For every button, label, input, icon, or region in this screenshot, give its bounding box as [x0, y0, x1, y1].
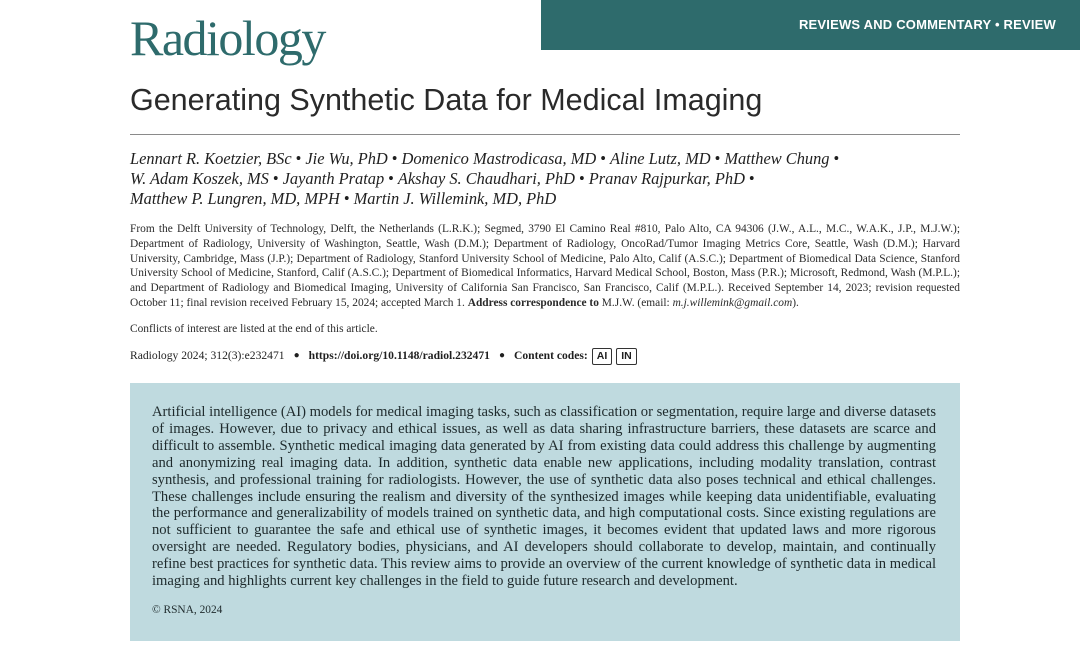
author-name[interactable]: Jayanth Pratap	[282, 169, 385, 188]
bullet-separator: •	[714, 149, 721, 168]
author-list	[130, 149, 970, 209]
correspondence-text: M.J.W. (email:	[601, 296, 670, 309]
conflicts-note: Conflicts of interest are listed at the end of this article.	[130, 323, 378, 335]
author-name[interactable]: Matthew Chung	[724, 149, 830, 168]
bullet-separator: •	[272, 169, 279, 188]
content-code-in-badge[interactable]: IN	[616, 348, 637, 365]
author-name[interactable]: Pranav Rajpurkar, PhD	[588, 169, 745, 188]
section-banner	[541, 0, 1080, 50]
abstract-box	[130, 383, 960, 641]
author-name[interactable]: Aline Lutz, MD	[609, 149, 711, 168]
author-line	[130, 149, 970, 169]
title-divider	[130, 134, 960, 135]
correspondence-end: ).	[792, 296, 799, 309]
bullet-separator: •	[579, 169, 585, 188]
bullet-separator: ●	[293, 350, 300, 361]
article-title: Generating Synthetic Data for Medical Imaging	[130, 83, 763, 117]
doi-link[interactable]: https://doi.org/10.1148/radiol.232471	[308, 349, 490, 362]
author-line	[130, 169, 970, 189]
author-name[interactable]: W. Adam Koszek, MS	[130, 169, 269, 188]
author-name[interactable]: Domenico Mastrodicasa, MD	[401, 149, 597, 168]
bullet-separator: •	[343, 189, 350, 208]
author-name[interactable]: Jie Wu, PhD	[305, 149, 388, 168]
author-name[interactable]: Lennart R. Koetzier, BSc	[130, 149, 292, 168]
abstract-text: Artificial intelligence (AI) models for medical imaging tasks, such as classification or segmentation, require large and diverse datasets of images. However, due to privacy and ethical issues, as well as data sharing infrastructure barriers, these datasets are scarce and difficult to assemble. Synthetic medical imaging data generated by AI from existing data could address this challenge by augmenting and anonymizing real imaging data. In addition, synthetic data enable new applications, including modality translation, contrast synthesis, and professional training for radiologists. However, the use of synthetic data also poses technical and ethical challenges. These challenges include ensuring the realism and diversity of the synthesized images while keeping data unidentifiable, evaluating the performance and generalizability of models trained on synthetic data, and high computational costs. Since existing regulations are not sufficient to guarantee the safe and ethical use of synthetic images, it becomes evident that updated laws and more rigorous oversight are needed. Regulatory bodies, physicians, and AI developers should collaborate to develop, maintain, and continually refine best practices for synthetic data. This review aims to provide an overview of the current knowledge of synthetic data in medical imaging and highlights current key challenges in the field to guide future research and development.	[152, 404, 936, 590]
bullet-separator: •	[391, 149, 398, 168]
bullet-separator: •	[748, 169, 755, 188]
bullet-separator: ●	[498, 350, 505, 361]
affiliations-block	[130, 222, 960, 311]
correspondence-email[interactable]: m.j.willemink@gmail.com	[672, 296, 793, 309]
author-name[interactable]: Martin J. Willemink, MD, PhD	[353, 189, 557, 208]
affiliations-text: From the Delft University of Technology, Delft, the Netherlands (L.R.K.); Segmed, 3790 El Camino Real #810, Palo Alto, CA 94306 (J.W., A.L., M.C., W.A.K., J.P., M.J.W.); Department of Radiology, University of Washington, Seattle, Wash (D.M.); Department of Radiology, OncoRad/Tumor Imaging Metrics Core, Seattle, Wash (D.M.); Harvard University, Cambridge, Mass (J.P.); Department of Radiology, Stanford University School of Medicine, Palo Alto, Calif (A.S.C.); Department of Biomedical Data Science, Stanford University School of Medicine, Stanford, Calif (A.S.C.); Department of Biomedical Informatics, Harvard Medical School, Boston, Mass (P.R.); Microsoft, Redmond, Wash (M.P.L.); and Department of Radiology and Biomedical Imaging, University of California San Francisco, San Francisco, Calif (M.P.L.). Received September 14, 2023; revision requested October 11; final revision received February 15, 2024; accepted March 1.	[130, 223, 960, 309]
section-label: REVIEWS AND COMMENTARY • REVIEW	[798, 17, 1056, 32]
citation-line	[130, 346, 637, 366]
content-codes-label: Content codes:	[514, 349, 588, 362]
bullet-separator: •	[295, 149, 302, 168]
author-name[interactable]: Matthew P. Lungren, MD, MPH	[130, 189, 340, 208]
journal-logo: Radiology	[130, 10, 325, 66]
bullet-separator: •	[833, 149, 840, 168]
bullet-separator: •	[600, 149, 606, 168]
author-name[interactable]: Akshay S. Chaudhari, PhD	[397, 169, 575, 188]
author-line	[130, 189, 970, 209]
citation-text: Radiology 2024; 312(3):e232471	[130, 349, 285, 362]
bullet-separator: •	[388, 169, 394, 188]
correspondence-label: Address correspondence to	[467, 296, 599, 309]
copyright-note: © RSNA, 2024	[152, 603, 223, 616]
content-code-ai-badge[interactable]: AI	[592, 348, 613, 365]
